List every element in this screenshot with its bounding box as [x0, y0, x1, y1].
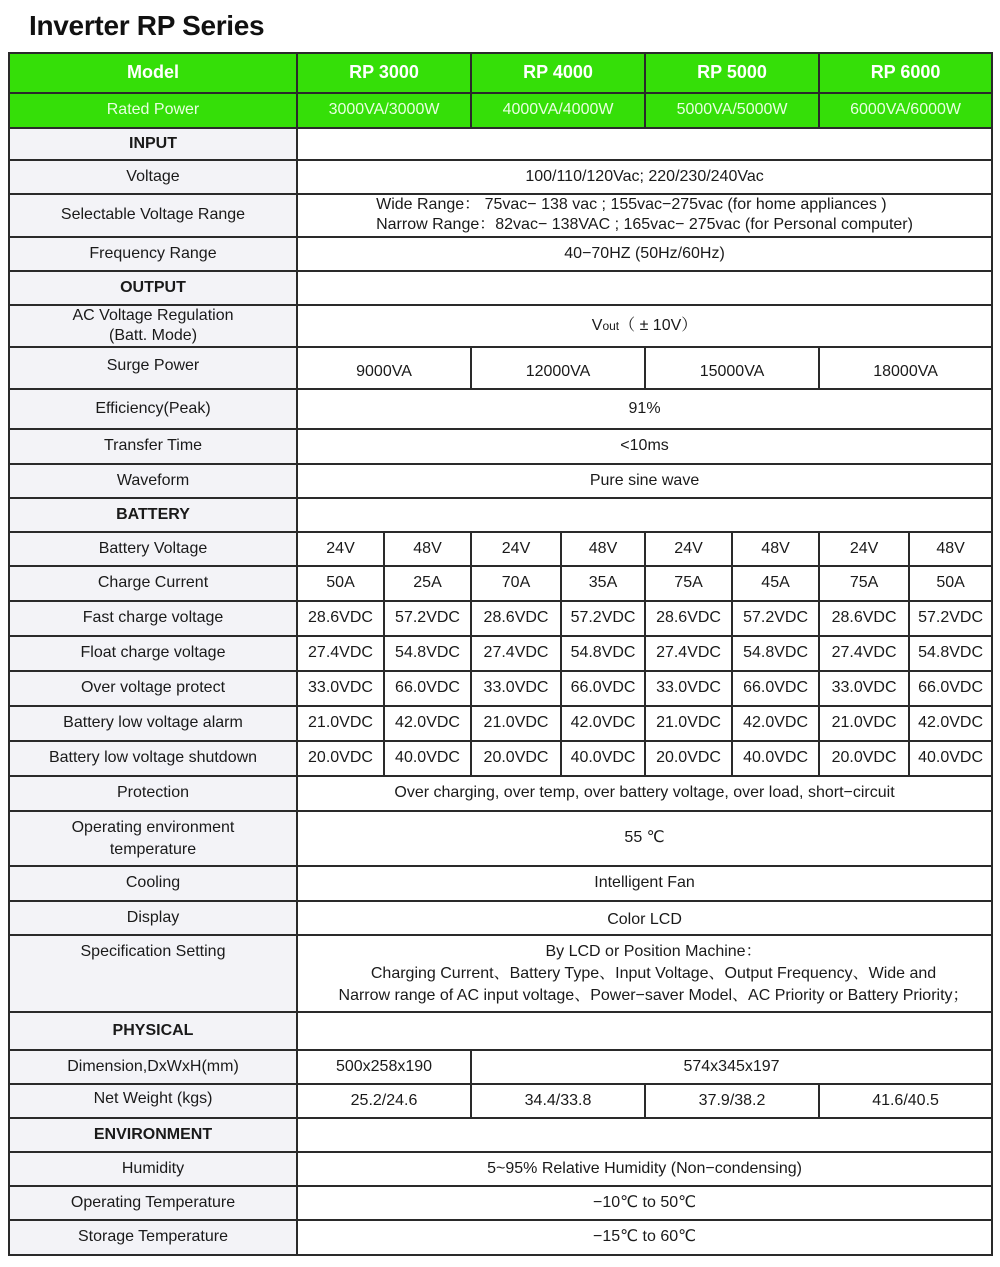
table-row	[9, 347, 992, 389]
section-environment: ENVIRONMENT	[9, 1118, 297, 1152]
cell: 28.6VDC	[819, 601, 909, 636]
model-rp5000: RP 5000	[645, 53, 819, 93]
table-row	[9, 866, 992, 901]
table-row	[9, 1186, 992, 1220]
rated-rp5000: 5000VA/5000W	[645, 93, 819, 128]
ac-voltage-regulation-value: Vout（ ± 10V）	[297, 305, 992, 347]
frequency-range-value: 40−70HZ (50Hz/60Hz)	[297, 237, 992, 271]
section-input-row	[9, 128, 992, 160]
cell: 21.0VDC	[819, 706, 909, 741]
cell: 40.0VDC	[561, 741, 645, 776]
cell: 33.0VDC	[645, 671, 732, 706]
spec-table	[8, 52, 993, 1256]
net-weight-label: Net Weight (kgs)	[9, 1084, 297, 1118]
surge-rp5000: 15000VA	[645, 347, 819, 389]
fast-charge-voltage-label: Fast charge voltage	[9, 601, 297, 636]
humidity-value: 5~95% Relative Humidity (Non−condensing)	[297, 1152, 992, 1186]
table-row	[9, 935, 992, 1012]
cell: 24V	[819, 532, 909, 566]
efficiency-value: 91%	[297, 389, 992, 429]
cell: 28.6VDC	[297, 601, 384, 636]
cell: 48V	[909, 532, 992, 566]
cell: 20.0VDC	[471, 741, 561, 776]
section-input: INPUT	[9, 128, 297, 160]
cooling-value: Intelligent Fan	[297, 866, 992, 901]
cell: 25A	[384, 566, 471, 601]
cell: 40.0VDC	[732, 741, 819, 776]
cell: 42.0VDC	[909, 706, 992, 741]
surge-power-label: Surge Power	[9, 347, 297, 389]
voltage-label: Voltage	[9, 160, 297, 194]
model-rp6000: RP 6000	[819, 53, 992, 93]
page-title: Inverter RP Series	[29, 10, 265, 41]
table-row	[9, 237, 992, 271]
cell: 27.4VDC	[645, 636, 732, 671]
cell: 57.2VDC	[732, 601, 819, 636]
protection-value: Over charging, over temp, over battery voltage, over load, short−circuit	[297, 776, 992, 811]
cell: 50A	[909, 566, 992, 601]
rated-rp6000: 6000VA/6000W	[819, 93, 992, 128]
table-row	[9, 776, 992, 811]
cell: 33.0VDC	[819, 671, 909, 706]
cell: 54.8VDC	[561, 636, 645, 671]
operating-environment-value: 55 ℃	[297, 811, 992, 866]
cell: 70A	[471, 566, 561, 601]
cell: 66.0VDC	[561, 671, 645, 706]
cell: 20.0VDC	[645, 741, 732, 776]
table-row	[9, 464, 992, 498]
table-row	[9, 741, 992, 776]
float-charge-voltage-label: Float charge voltage	[9, 636, 297, 671]
cell: 20.0VDC	[297, 741, 384, 776]
table-row	[9, 636, 992, 671]
table-row	[9, 901, 992, 935]
narrow-range-line: Narrow Range：82vac− 138VAC ; 165vac− 275vac (for Personal computer)	[376, 216, 913, 234]
surge-rp6000: 18000VA	[819, 347, 992, 389]
table-row	[9, 194, 992, 237]
model-rp3000: RP 3000	[297, 53, 471, 93]
cell: 33.0VDC	[297, 671, 384, 706]
weight-rp3000: 25.2/24.6	[297, 1084, 471, 1118]
cell: 66.0VDC	[909, 671, 992, 706]
cell: 66.0VDC	[732, 671, 819, 706]
cell: 54.8VDC	[909, 636, 992, 671]
cell: 66.0VDC	[384, 671, 471, 706]
surge-rp3000: 9000VA	[297, 347, 471, 389]
cell: 24V	[645, 532, 732, 566]
rated-power-label: Rated Power	[9, 93, 297, 128]
cell: 57.2VDC	[561, 601, 645, 636]
dimension-rp4000-6000: 574x345x197	[471, 1050, 992, 1084]
cell: 21.0VDC	[645, 706, 732, 741]
cell: 57.2VDC	[384, 601, 471, 636]
surge-rp4000: 12000VA	[471, 347, 645, 389]
cell: 42.0VDC	[561, 706, 645, 741]
cell: 24V	[471, 532, 561, 566]
battery-low-voltage-shutdown-label: Battery low voltage shutdown	[9, 741, 297, 776]
cell: 45A	[732, 566, 819, 601]
section-battery: BATTERY	[9, 498, 297, 532]
humidity-label: Humidity	[9, 1152, 297, 1186]
display-value: Color LCD	[297, 901, 992, 935]
cell: 35A	[561, 566, 645, 601]
table-row	[9, 1084, 992, 1118]
waveform-value: Pure sine wave	[297, 464, 992, 498]
cell: 57.2VDC	[909, 601, 992, 636]
weight-rp6000: 41.6/40.5	[819, 1084, 992, 1118]
cell: 40.0VDC	[384, 741, 471, 776]
operating-environment-label: Operating environment temperature	[9, 811, 297, 866]
storage-temperature-label: Storage Temperature	[9, 1220, 297, 1255]
voltage-value: 100/110/120Vac; 220/230/240Vac	[297, 160, 992, 194]
specification-setting-value: By LCD or Position Machine： Charging Current、Battery Type、Input Voltage、Output Frequency、Wide and Narrow range of AC input voltage、Power−saver Model、AC Priority or Battery Priority；	[297, 935, 992, 1012]
cell: 27.4VDC	[471, 636, 561, 671]
weight-rp4000: 34.4/33.8	[471, 1084, 645, 1118]
wide-range-line: Wide Range： 75vac− 138 vac ; 155vac−275vac (for home appliances )	[376, 196, 887, 214]
charge-current-label: Charge Current	[9, 566, 297, 601]
storage-temperature-value: −15℃ to 60℃	[297, 1220, 992, 1255]
table-row	[9, 601, 992, 636]
selectable-voltage-range-value	[297, 194, 992, 237]
model-rp4000: RP 4000	[471, 53, 645, 93]
cell: 27.4VDC	[297, 636, 384, 671]
specification-setting-label: Specification Setting	[9, 935, 297, 1012]
cell: 54.8VDC	[732, 636, 819, 671]
operating-temperature-label: Operating Temperature	[9, 1186, 297, 1220]
cooling-label: Cooling	[9, 866, 297, 901]
cell: 42.0VDC	[732, 706, 819, 741]
section-physical: PHYSICAL	[9, 1012, 297, 1050]
transfer-time-label: Transfer Time	[9, 429, 297, 464]
cell: 75A	[819, 566, 909, 601]
cell: 42.0VDC	[384, 706, 471, 741]
table-row	[9, 160, 992, 194]
cell: 24V	[297, 532, 384, 566]
section-physical-row	[9, 1012, 992, 1050]
section-output-row	[9, 271, 992, 305]
cell: 21.0VDC	[471, 706, 561, 741]
cell: 40.0VDC	[909, 741, 992, 776]
table-row	[9, 566, 992, 601]
table-row	[9, 1050, 992, 1084]
table-row	[9, 811, 992, 866]
rated-rp4000: 4000VA/4000W	[471, 93, 645, 128]
selectable-voltage-range-label: Selectable Voltage Range	[9, 194, 297, 237]
cell: 21.0VDC	[297, 706, 384, 741]
cell: 54.8VDC	[384, 636, 471, 671]
cell: 33.0VDC	[471, 671, 561, 706]
cell: 48V	[732, 532, 819, 566]
ac-voltage-regulation-label: AC Voltage Regulation (Batt. Mode)	[9, 305, 297, 347]
operating-temperature-value: −10℃ to 50℃	[297, 1186, 992, 1220]
table-row	[9, 532, 992, 566]
dimension-label: Dimension,DxWxH(mm)	[9, 1050, 297, 1084]
waveform-label: Waveform	[9, 464, 297, 498]
section-output: OUTPUT	[9, 271, 297, 305]
table-row	[9, 1220, 992, 1255]
table-row	[9, 389, 992, 429]
cell: 75A	[645, 566, 732, 601]
cell: 48V	[384, 532, 471, 566]
rated-rp3000: 3000VA/3000W	[297, 93, 471, 128]
cell: 20.0VDC	[819, 741, 909, 776]
frequency-range-label: Frequency Range	[9, 237, 297, 271]
efficiency-label: Efficiency(Peak)	[9, 389, 297, 429]
cell: 28.6VDC	[645, 601, 732, 636]
cell: 50A	[297, 566, 384, 601]
table-row	[9, 1152, 992, 1186]
cell: 48V	[561, 532, 645, 566]
dimension-rp3000: 500x258x190	[297, 1050, 471, 1084]
weight-rp5000: 37.9/38.2	[645, 1084, 819, 1118]
battery-voltage-label: Battery Voltage	[9, 532, 297, 566]
display-label: Display	[9, 901, 297, 935]
table-row	[9, 671, 992, 706]
table-row	[9, 429, 992, 464]
rated-power-row	[9, 93, 992, 128]
model-header-row	[9, 53, 992, 93]
over-voltage-protect-label: Over voltage protect	[9, 671, 297, 706]
section-environment-row	[9, 1118, 992, 1152]
cell: 27.4VDC	[819, 636, 909, 671]
cell: 28.6VDC	[471, 601, 561, 636]
battery-low-voltage-alarm-label: Battery low voltage alarm	[9, 706, 297, 741]
protection-label: Protection	[9, 776, 297, 811]
table-row	[9, 706, 992, 741]
model-label: Model	[9, 53, 297, 93]
transfer-time-value: <10ms	[297, 429, 992, 464]
table-row	[9, 305, 992, 347]
section-battery-row	[9, 498, 992, 532]
